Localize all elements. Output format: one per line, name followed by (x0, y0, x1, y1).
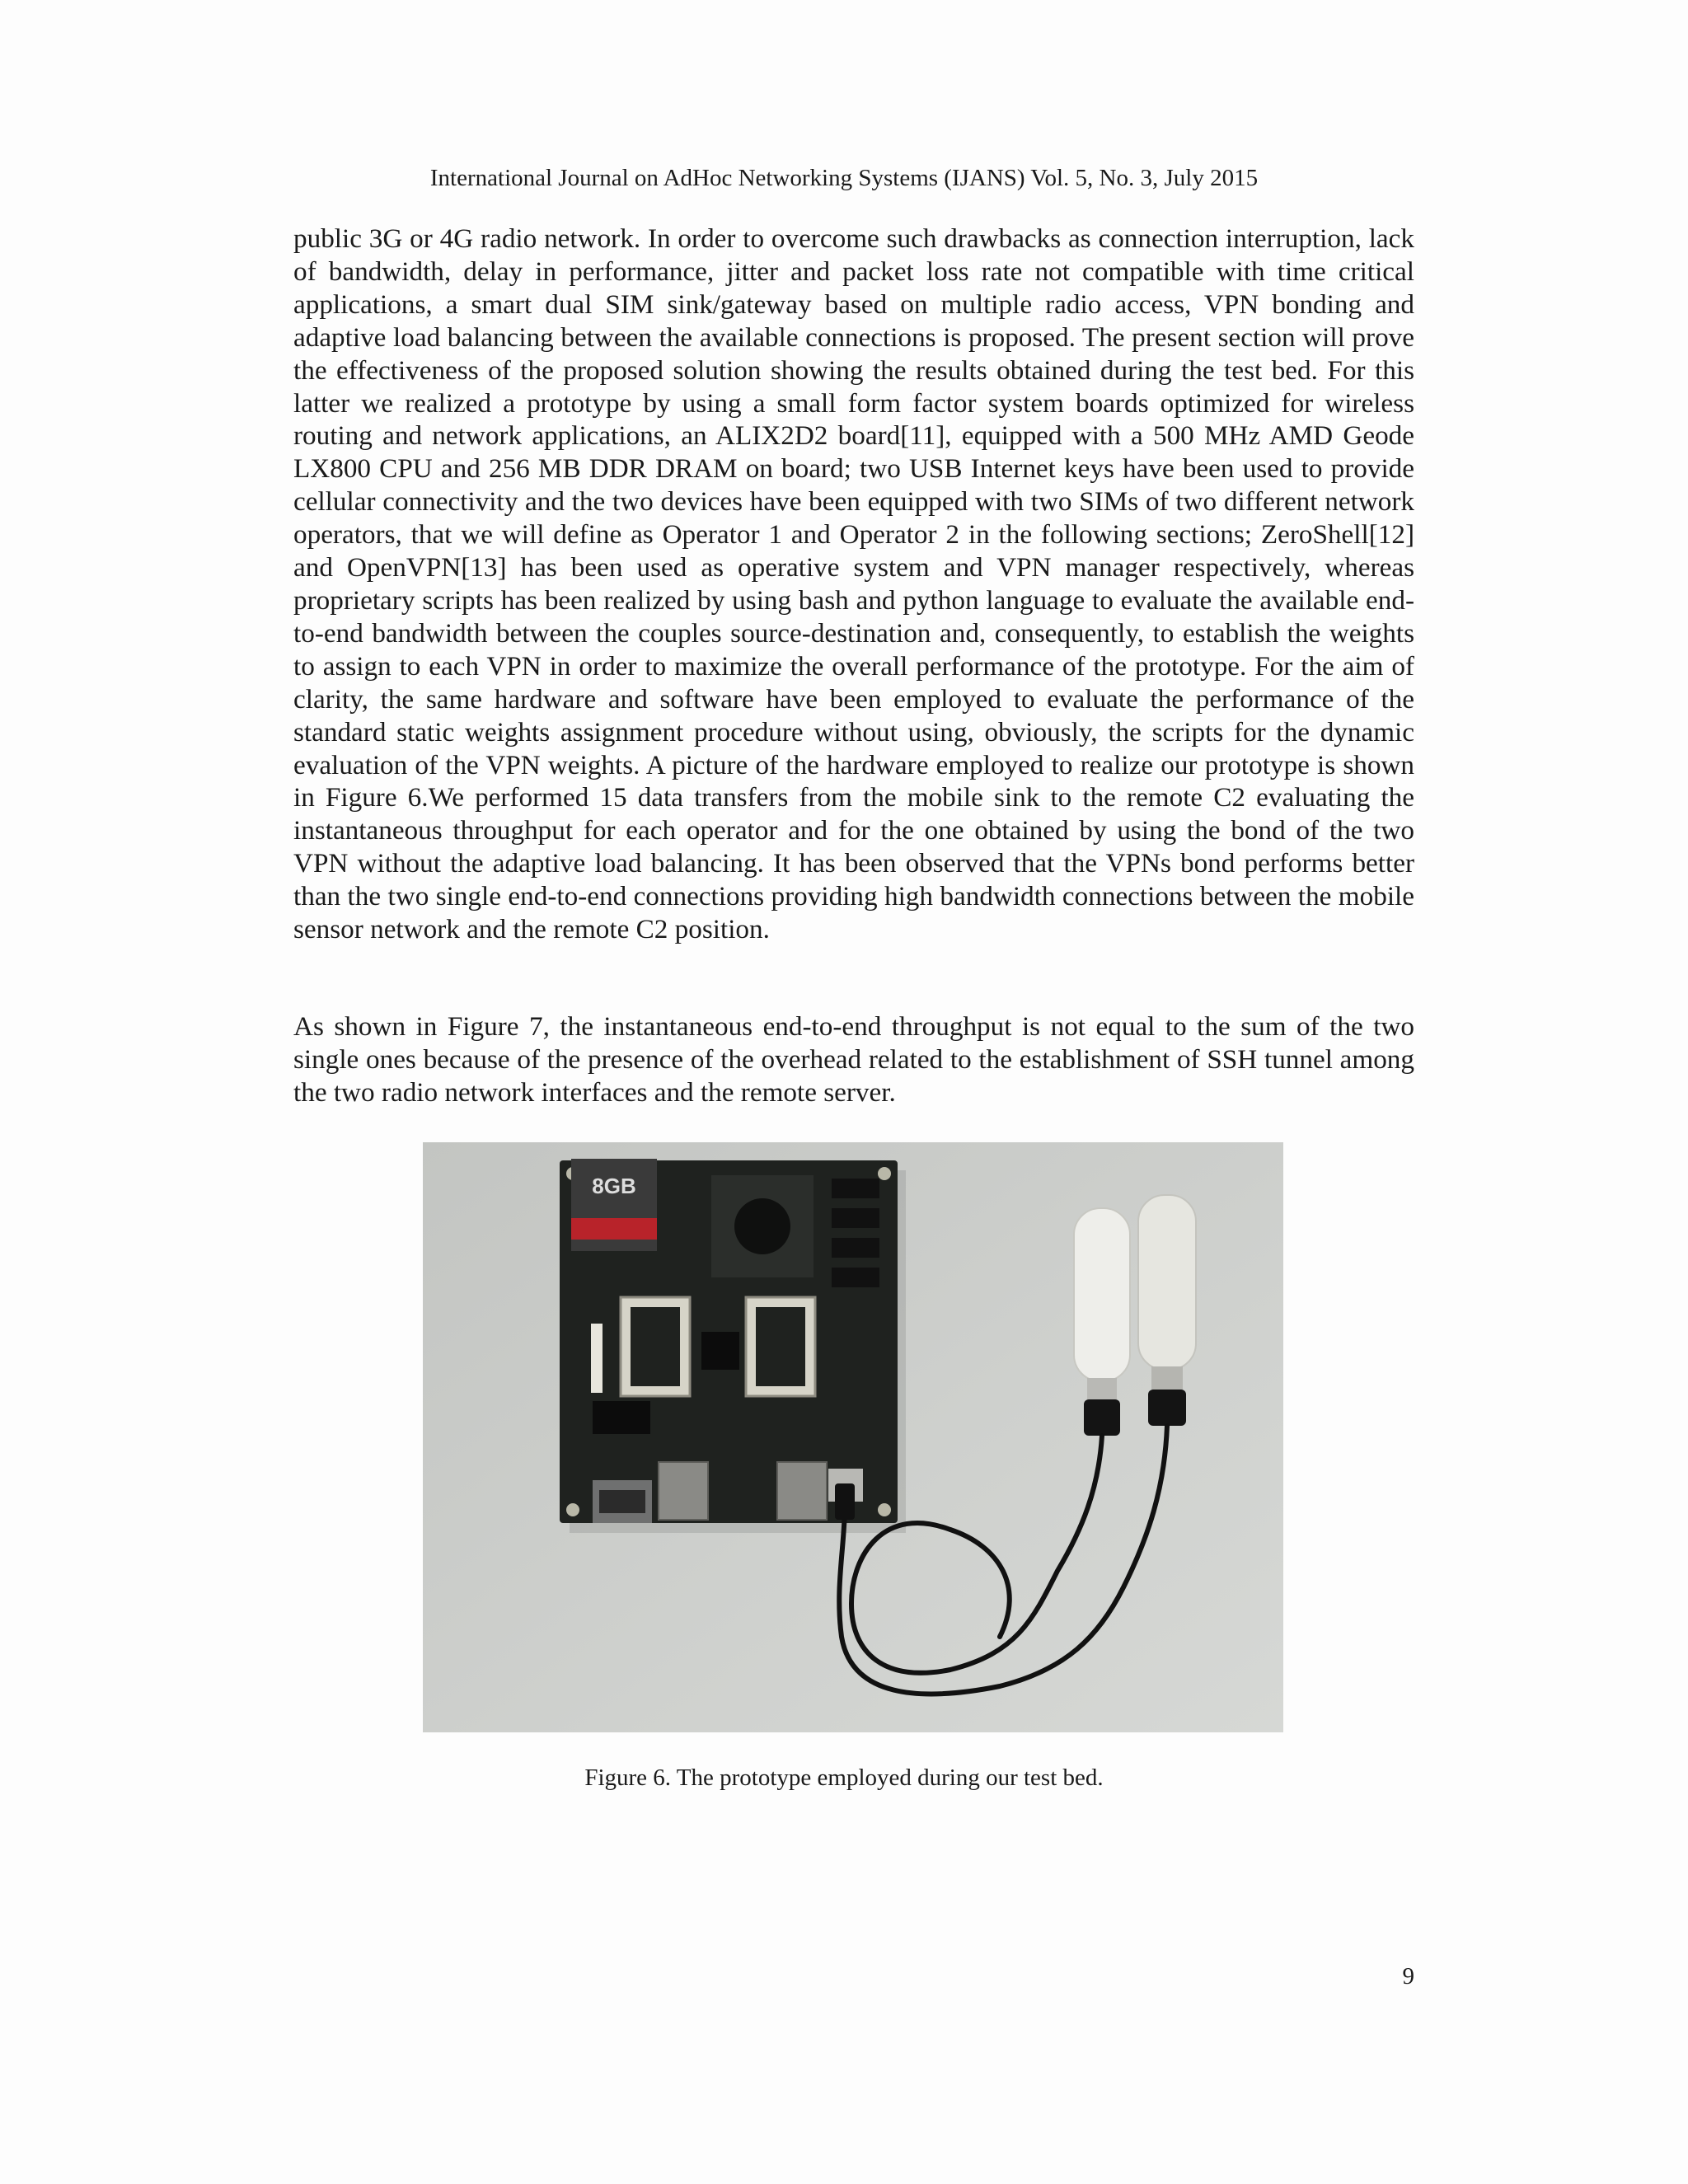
prototype-photo (423, 1142, 1283, 1732)
page-number: 9 (1402, 1963, 1414, 1990)
card-label: 8GB (592, 1174, 636, 1198)
body-paragraph-1: public 3G or 4G radio network. In order to overcome such drawbacks as connection interruption, lack of bandwidth, delay in performance, jitter and packet loss rate not compatible with time critical applications, a smart dual SIM sink/gateway based on multiple radio access, VPN bonding and adaptive load balancing between the available connections is proposed. The present section will prove the effectiveness of the proposed solution showing the results obtained during the test bed. For this latter we realized a prototype by using a small form factor system boards optimized for wireless routing and network applications, an ALIX2D2 board[11], equipped with a 500 MHz AMD Geode LX800 CPU and 256 MB DDR DRAM on board; two USB Internet keys have been used to provide cellular connectivity and the two devices have been equipped with two SIMs of two different network operators, that we will define as Operator 1 and Operator 2 in the following sections; ZeroShell[12] and OpenVPN[13] has been used as operative system and VPN manager respectively, whereas proprietary scripts has been realized by using bash and python language to evaluate the available end-to-end bandwidth between the couples source-destination and, consequently, to establish the weights to assign to each VPN in order to maximize the overall performance of the prototype. For the aim of clarity, the same hardware and software have been employed to evaluate the performance of the standard static weights assignment procedure without using, obviously, the scripts for the dynamic evaluation of the VPN weights. A picture of the hardware employed to realize our prototype is shown in Figure 6.We performed 15 data transfers from the mobile sink to the remote C2 evaluating the instantaneous throughput for each operator and for the one obtained by using the bond of the two VPN without the adaptive load balancing. It has been observed that the VPNs bond performs better than the two single end-to-end connections providing high bandwidth connections between the mobile sensor network and the remote C2 position. (293, 223, 1414, 945)
figure-6-photo (423, 1142, 1283, 1732)
body-paragraph-2: As shown in Figure 7, the instantaneous end-to-end throughput is not equal to the sum of the two single ones because of the presence of the overhead related to the establishment of SSH tunnel among the two radio network interfaces and the remote server. (293, 1011, 1414, 1108)
compact-flash-card (571, 1159, 657, 1251)
journal-header: International Journal on AdHoc Networking Systems (IJANS) Vol. 5, No. 3, July 2015 (429, 165, 1259, 191)
figure-caption: Figure 6. The prototype employed during our test bed. (584, 1765, 1104, 1791)
